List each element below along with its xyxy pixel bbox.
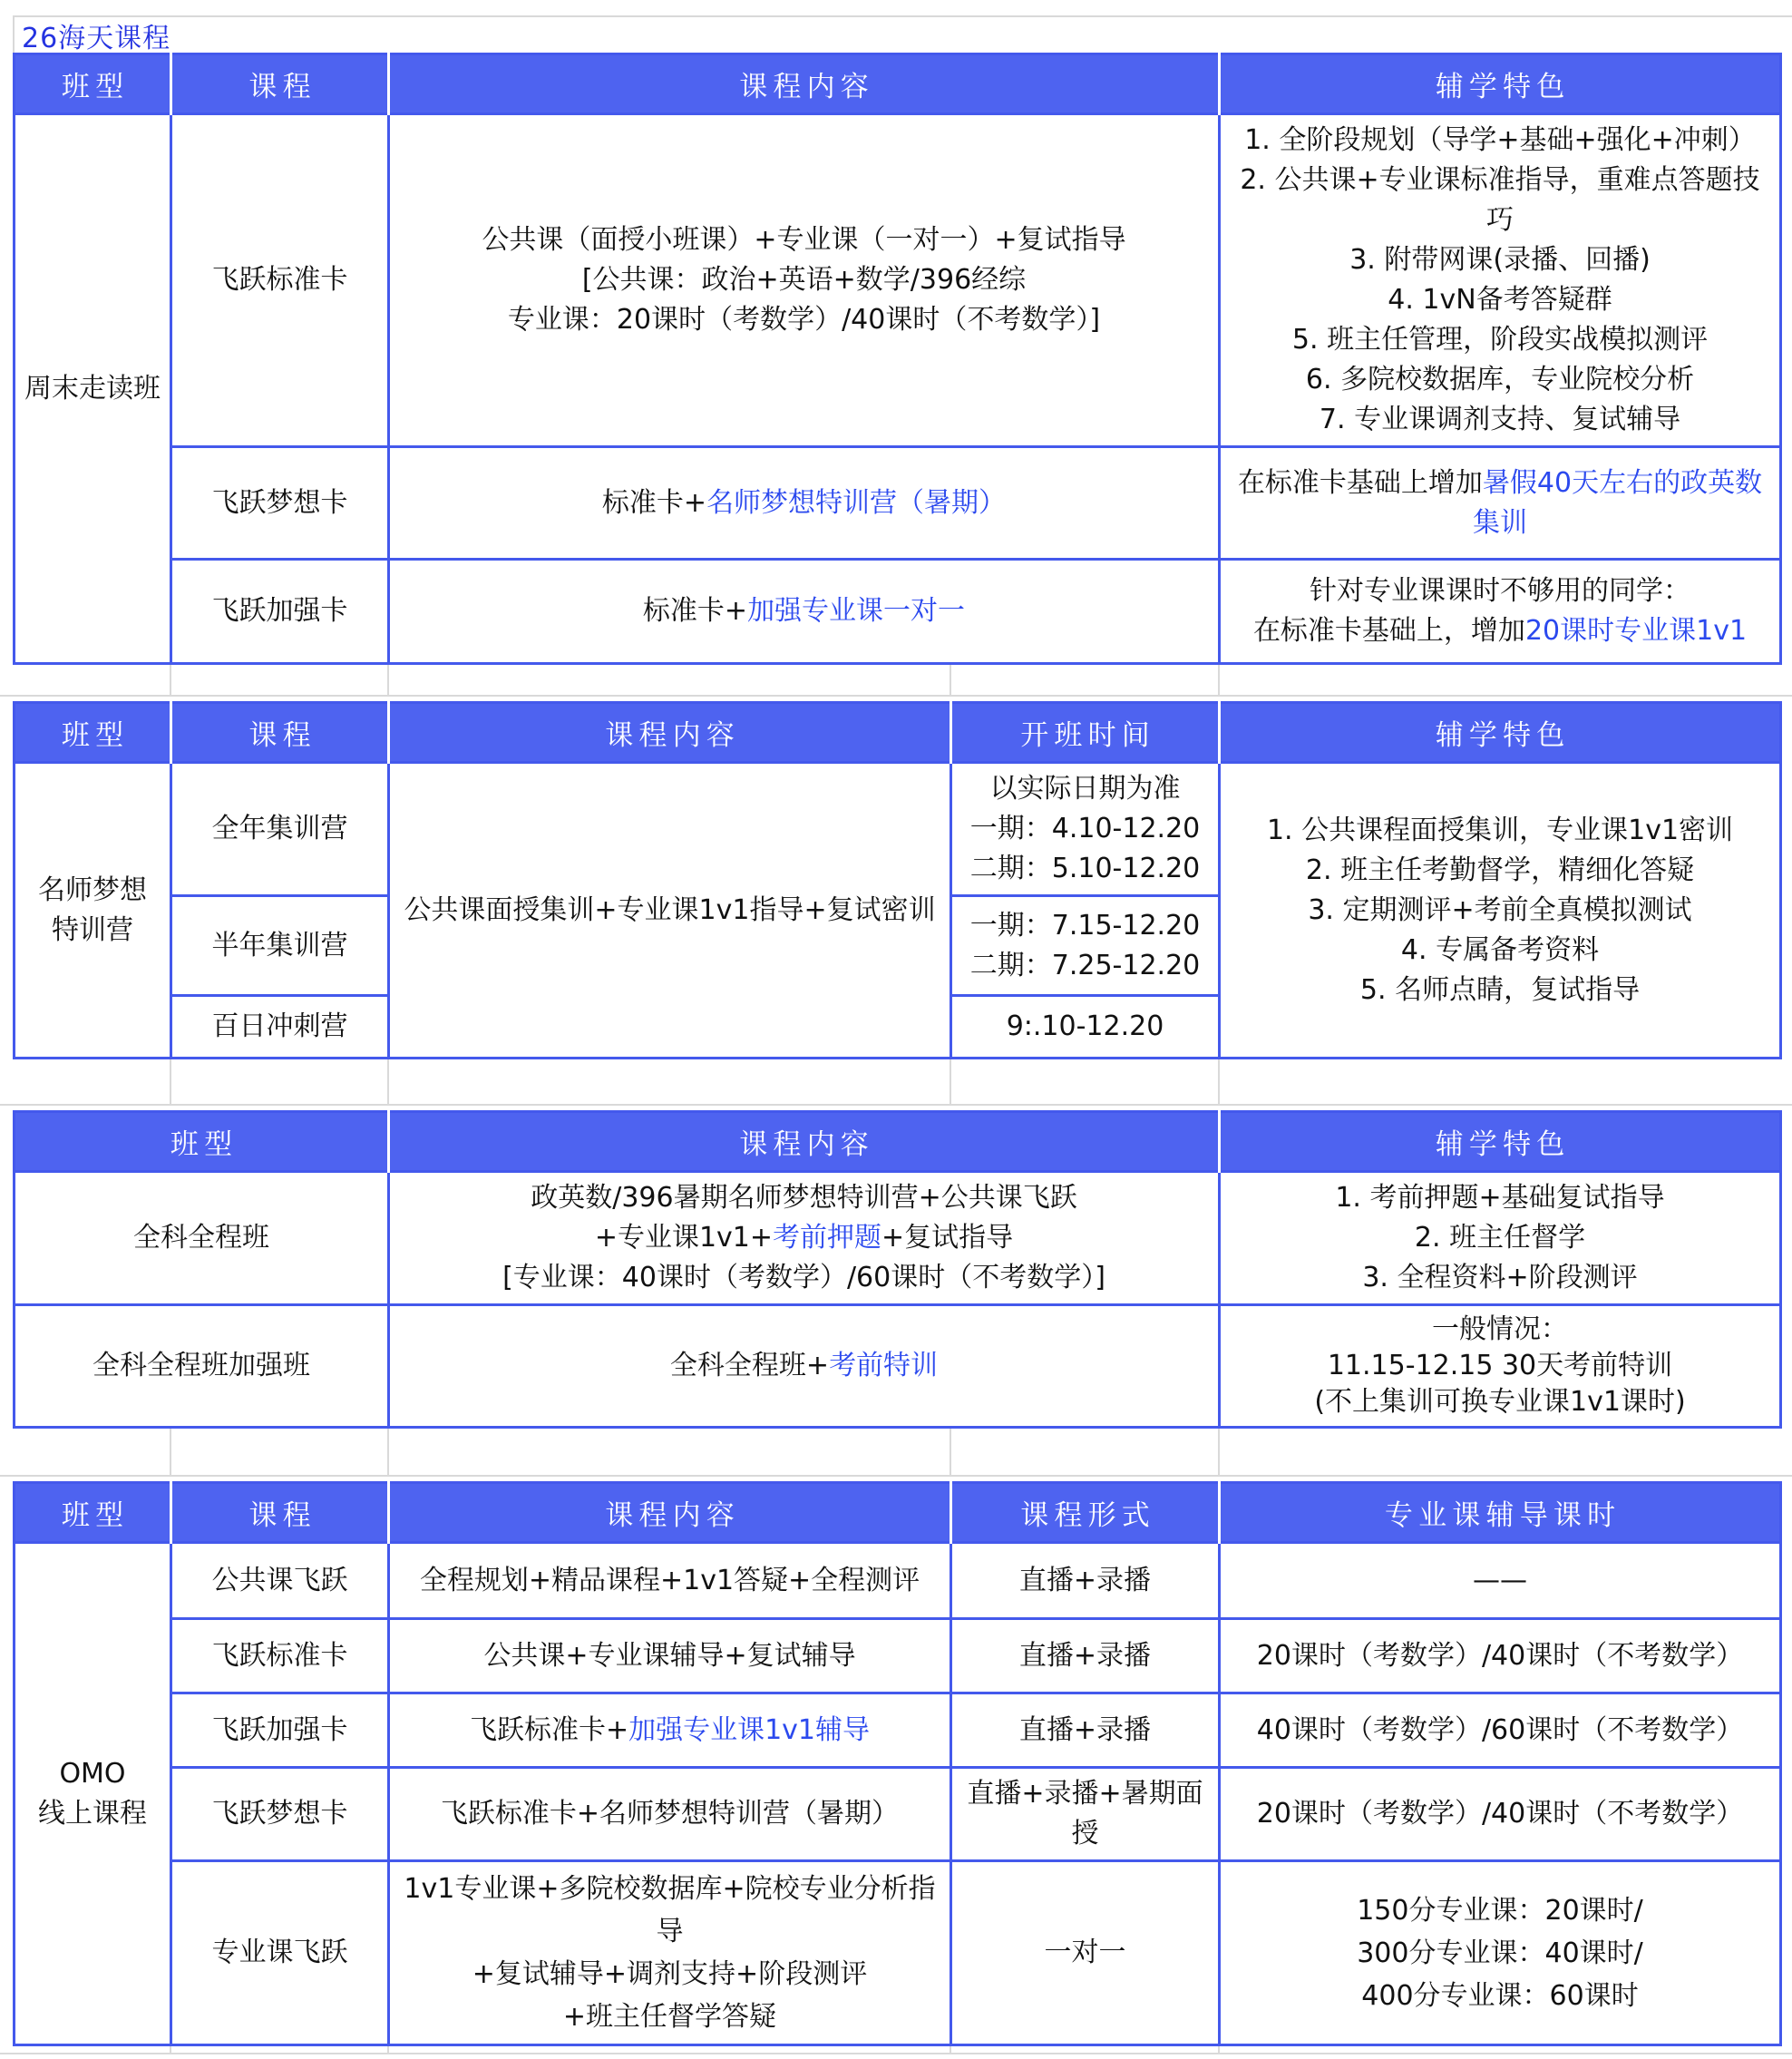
t2-content-cell: 公共课面授集训+专业课1v1指导+复试密训 — [389, 763, 951, 1059]
content-text: 飞跃标准卡+ — [469, 1713, 629, 1746]
gridline — [170, 1059, 171, 1104]
spreadsheet-page — [0, 15, 1792, 2033]
gridline — [0, 695, 1792, 697]
gridline — [387, 665, 389, 695]
t3-class-type-full: 全科全程班 — [15, 1172, 389, 1305]
t1-content-standard — [389, 114, 1220, 447]
content-highlight: 考前特训 — [829, 1350, 939, 1381]
t2-time-fullyear — [951, 763, 1220, 896]
t4-content-enhanced — [389, 1693, 951, 1768]
t2-time-sprint — [951, 996, 1220, 1059]
t4-format-major: 一对一 — [951, 1861, 1220, 2045]
t4-content-standard: 公共课+专业课辅导+复试辅导 — [389, 1619, 951, 1693]
gridline — [387, 1429, 389, 1475]
gridline — [170, 2046, 171, 2053]
content-line: 政英数/396暑期名师梦想特训营+公共课飞跃 — [531, 1182, 1077, 1214]
table4-row-major — [15, 1861, 1781, 2045]
t3-content-full — [389, 1172, 1220, 1305]
gridline — [1218, 2046, 1220, 2053]
feature-highlight: 暑假40天左右的政英数集训 — [1473, 466, 1763, 539]
table4-row-enhanced — [15, 1693, 1781, 1768]
sheet-gap — [0, 1429, 1792, 1481]
feature-line — [1228, 611, 1772, 651]
t2-header-class-type: 班型 — [15, 703, 171, 763]
feature-item: 1. 全阶段规划（导学+基础+强化+冲刺） — [1244, 124, 1756, 156]
feature-item: 5. 班主任管理，阶段实战模拟测评 — [1291, 324, 1709, 356]
content-text: +复试指导 — [881, 1222, 1014, 1254]
content-line: 公共课（面授小班课）+专业课（一对一）+复试指导 — [482, 224, 1126, 256]
feature-item: 4. 1vN备考答疑群 — [1388, 284, 1612, 316]
t1-features-standard — [1220, 114, 1781, 447]
table2-header-row — [15, 703, 1781, 763]
content-line: +复试辅导+调剂支持+阶段测评 — [472, 1958, 868, 1990]
class-type-line: 特训营 — [52, 913, 133, 946]
t1-course-enhanced: 飞跃加强卡 — [171, 560, 389, 664]
time-line: 9:.10-12.20 — [1006, 1010, 1164, 1042]
t4-hours-public: —— — [1220, 1543, 1781, 1619]
content-line — [397, 1218, 1211, 1258]
gridline — [950, 1059, 951, 1104]
gridline — [170, 665, 171, 695]
t2-header-start-time: 开班时间 — [951, 703, 1220, 763]
t3-features-enhanced — [1220, 1305, 1781, 1428]
content-line: +班主任督学答疑 — [562, 2001, 777, 2033]
t4-content-dream: 飞跃标准卡+名师梦想特训营（暑期） — [389, 1768, 951, 1861]
time-line: 二期：7.25-12.20 — [969, 949, 1201, 981]
content-highlight: 考前押题 — [773, 1222, 882, 1254]
class-type-line: 名师梦想 — [38, 873, 147, 906]
time-line: 二期：5.10-12.20 — [969, 853, 1201, 884]
table-full-program — [13, 1110, 1782, 1429]
table1-row-dream — [15, 447, 1781, 560]
t1-features-enhanced — [1220, 560, 1781, 664]
t1-header-features: 辅学特色 — [1220, 54, 1781, 114]
t4-course-public: 公共课飞跃 — [171, 1543, 389, 1619]
t2-header-course: 课程 — [171, 703, 389, 763]
gridline — [0, 2053, 1792, 2054]
feature-item: 2. 班主任督学 — [1414, 1222, 1586, 1254]
gridline — [950, 1429, 951, 1475]
hours-line: 400分专业课：60课时 — [1361, 1979, 1639, 2012]
hours-line: 150分专业课：20课时/ — [1357, 1894, 1643, 1927]
feature-item: 1. 考前押题+基础复试指导 — [1335, 1182, 1665, 1214]
feature-text: 针对专业课课时不够用的同学： — [1310, 575, 1690, 607]
t2-features-cell — [1220, 763, 1781, 1059]
feature-text: 在标准卡基础上增加 — [1237, 466, 1483, 499]
table4-header-row — [15, 1483, 1781, 1543]
sheet-gap — [0, 1059, 1792, 1110]
t4-format-dream: 直播+录播+暑期面授 — [951, 1768, 1220, 1861]
t1-content-dream — [389, 447, 1220, 560]
content-text: +专业课1v1+ — [594, 1222, 774, 1254]
t4-header-course: 课程 — [171, 1483, 389, 1543]
feature-highlight: 20课时专业课1v1 — [1524, 615, 1748, 647]
t1-class-type-cell: 周末走读班 — [15, 114, 171, 664]
content-text: 全科全程班+ — [669, 1350, 830, 1381]
t4-class-type-cell — [15, 1543, 171, 2045]
t1-header-class-type: 班型 — [15, 54, 171, 114]
table-weekend-class — [13, 53, 1782, 665]
table3-row-full — [15, 1172, 1781, 1305]
feature-item: 11.15-12.15 30天考前特训 — [1327, 1350, 1673, 1381]
content-text: 标准卡+ — [642, 595, 748, 627]
feature-item: 一般情况： — [1432, 1313, 1568, 1345]
sheet-gap — [0, 665, 1792, 701]
t2-course-halfyear: 半年集训营 — [171, 896, 389, 996]
time-line: 以实际日期为准 — [989, 773, 1181, 805]
gridline — [1218, 1059, 1220, 1104]
t4-course-major: 专业课飞跃 — [171, 1861, 389, 2045]
t1-header-course: 课程 — [171, 54, 389, 114]
t3-features-full — [1220, 1172, 1781, 1305]
t3-header-features: 辅学特色 — [1220, 1112, 1781, 1172]
t4-format-enhanced: 直播+录播 — [951, 1693, 1220, 1768]
table-dream-camp — [13, 701, 1782, 1059]
time-line: 一期：7.15-12.20 — [969, 909, 1201, 942]
gridline — [387, 1059, 389, 1104]
t3-class-type-enhanced: 全科全程班加强班 — [15, 1305, 389, 1428]
feature-item: (不上集训可换专业课1v1课时) — [1314, 1386, 1686, 1418]
t1-course-dream: 飞跃梦想卡 — [171, 447, 389, 560]
t4-header-format: 课程形式 — [951, 1483, 1220, 1543]
t1-features-dream — [1220, 447, 1781, 560]
t4-course-dream: 飞跃梦想卡 — [171, 1768, 389, 1861]
feature-item: 5. 名师点睛，复试指导 — [1359, 973, 1641, 1006]
t4-course-enhanced: 飞跃加强卡 — [171, 1693, 389, 1768]
t4-header-content: 课程内容 — [389, 1483, 951, 1543]
content-line: 1v1专业课+多院校数据库+院校专业分析指导 — [404, 1873, 936, 1947]
t2-header-content: 课程内容 — [389, 703, 951, 763]
t1-content-enhanced — [389, 560, 1220, 664]
content-highlight: 加强专业课1v1辅导 — [628, 1713, 871, 1746]
t4-hours-enhanced: 40课时（考数学）/60课时（不考数学） — [1220, 1693, 1781, 1768]
class-type-line: 线上课程 — [38, 1797, 147, 1830]
t2-course-sprint: 百日冲刺营 — [171, 996, 389, 1059]
t4-format-standard: 直播+录播 — [951, 1619, 1220, 1693]
t2-class-type-cell — [15, 763, 171, 1059]
table4-row-dream — [15, 1768, 1781, 1861]
gridline — [950, 2046, 951, 2053]
table-omo-online — [13, 1481, 1782, 2046]
content-line: 专业课：20课时（考数学）/40课时（不考数学）] — [507, 304, 1101, 336]
page-title: 26海天课程 — [22, 22, 171, 54]
table3-row-enhanced — [15, 1305, 1781, 1428]
table4-row-public — [15, 1543, 1781, 1619]
t2-header-features: 辅学特色 — [1220, 703, 1781, 763]
content-highlight: 加强专业课一对一 — [747, 595, 966, 627]
t2-course-fullyear: 全年集训营 — [171, 763, 389, 896]
t4-header-hours: 专业课辅导课时 — [1220, 1483, 1781, 1543]
feature-item: 6. 多院校数据库，专业院校分析 — [1305, 364, 1695, 395]
t1-course-standard: 飞跃标准卡 — [171, 114, 389, 447]
t4-content-major — [389, 1861, 951, 2045]
title-cell — [13, 15, 1792, 53]
feature-item: 1. 公共课程面授集训，专业课1v1密训 — [1266, 814, 1734, 846]
table1-header-row — [15, 54, 1781, 114]
t3-content-enhanced — [389, 1305, 1220, 1428]
t4-hours-major — [1220, 1861, 1781, 2045]
time-line: 一期：4.10-12.20 — [969, 813, 1201, 844]
hours-line: 300分专业课：40课时/ — [1357, 1937, 1643, 1969]
content-line: [专业课：40课时（考数学）/60课时（不考数学）] — [502, 1262, 1105, 1293]
t4-header-class-type: 班型 — [15, 1483, 171, 1543]
sheet-bottom-gap — [0, 2046, 1792, 2059]
gridline — [170, 1429, 171, 1475]
table3-header-row — [15, 1112, 1781, 1172]
gridline — [0, 1104, 1792, 1106]
t4-format-public: 直播+录播 — [951, 1543, 1220, 1619]
content-text: 标准卡+ — [601, 486, 707, 519]
t1-header-content: 课程内容 — [389, 54, 1220, 114]
gridline — [950, 665, 951, 695]
feature-item: 2. 班主任考勤督学，精细化答疑 — [1305, 854, 1695, 886]
feature-item: 3. 附带网课(录播、回播) — [1349, 244, 1651, 276]
feature-item: 4. 专属备考资料 — [1400, 933, 1600, 966]
content-highlight: 名师梦想特训营（暑期） — [706, 486, 1007, 519]
feature-text: 在标准卡基础上，增加 — [1252, 615, 1525, 647]
feature-item: 3. 定期测评+考前全真模拟测试 — [1308, 893, 1692, 926]
t3-header-content: 课程内容 — [389, 1112, 1220, 1172]
feature-item: 3. 全程资料+阶段测评 — [1362, 1262, 1638, 1293]
gridline — [1218, 665, 1220, 695]
t4-hours-standard: 20课时（考数学）/40课时（不考数学） — [1220, 1619, 1781, 1693]
t4-course-standard: 飞跃标准卡 — [171, 1619, 389, 1693]
table1-row-enhanced — [15, 560, 1781, 664]
t4-hours-dream: 20课时（考数学）/40课时（不考数学） — [1220, 1768, 1781, 1861]
table1-row-standard — [15, 114, 1781, 447]
t4-content-public: 全程规划+精品课程+1v1答疑+全程测评 — [389, 1543, 951, 1619]
t3-header-class-type: 班型 — [15, 1112, 389, 1172]
t2-time-halfyear — [951, 896, 1220, 996]
gridline — [0, 1475, 1792, 1477]
table4-row-standard — [15, 1619, 1781, 1693]
table2-row-fullyear — [15, 763, 1781, 896]
feature-item: 7. 专业课调剂支持、复试辅导 — [1319, 404, 1681, 435]
class-type-line: OMO — [59, 1757, 126, 1790]
content-line: [公共课：政治+英语+数学/396经综 — [581, 264, 1027, 296]
gridline — [1218, 1429, 1220, 1475]
feature-item: 2. 公共课+专业课标准指导，重难点答题技巧 — [1240, 164, 1760, 236]
gridline — [387, 2046, 389, 2053]
